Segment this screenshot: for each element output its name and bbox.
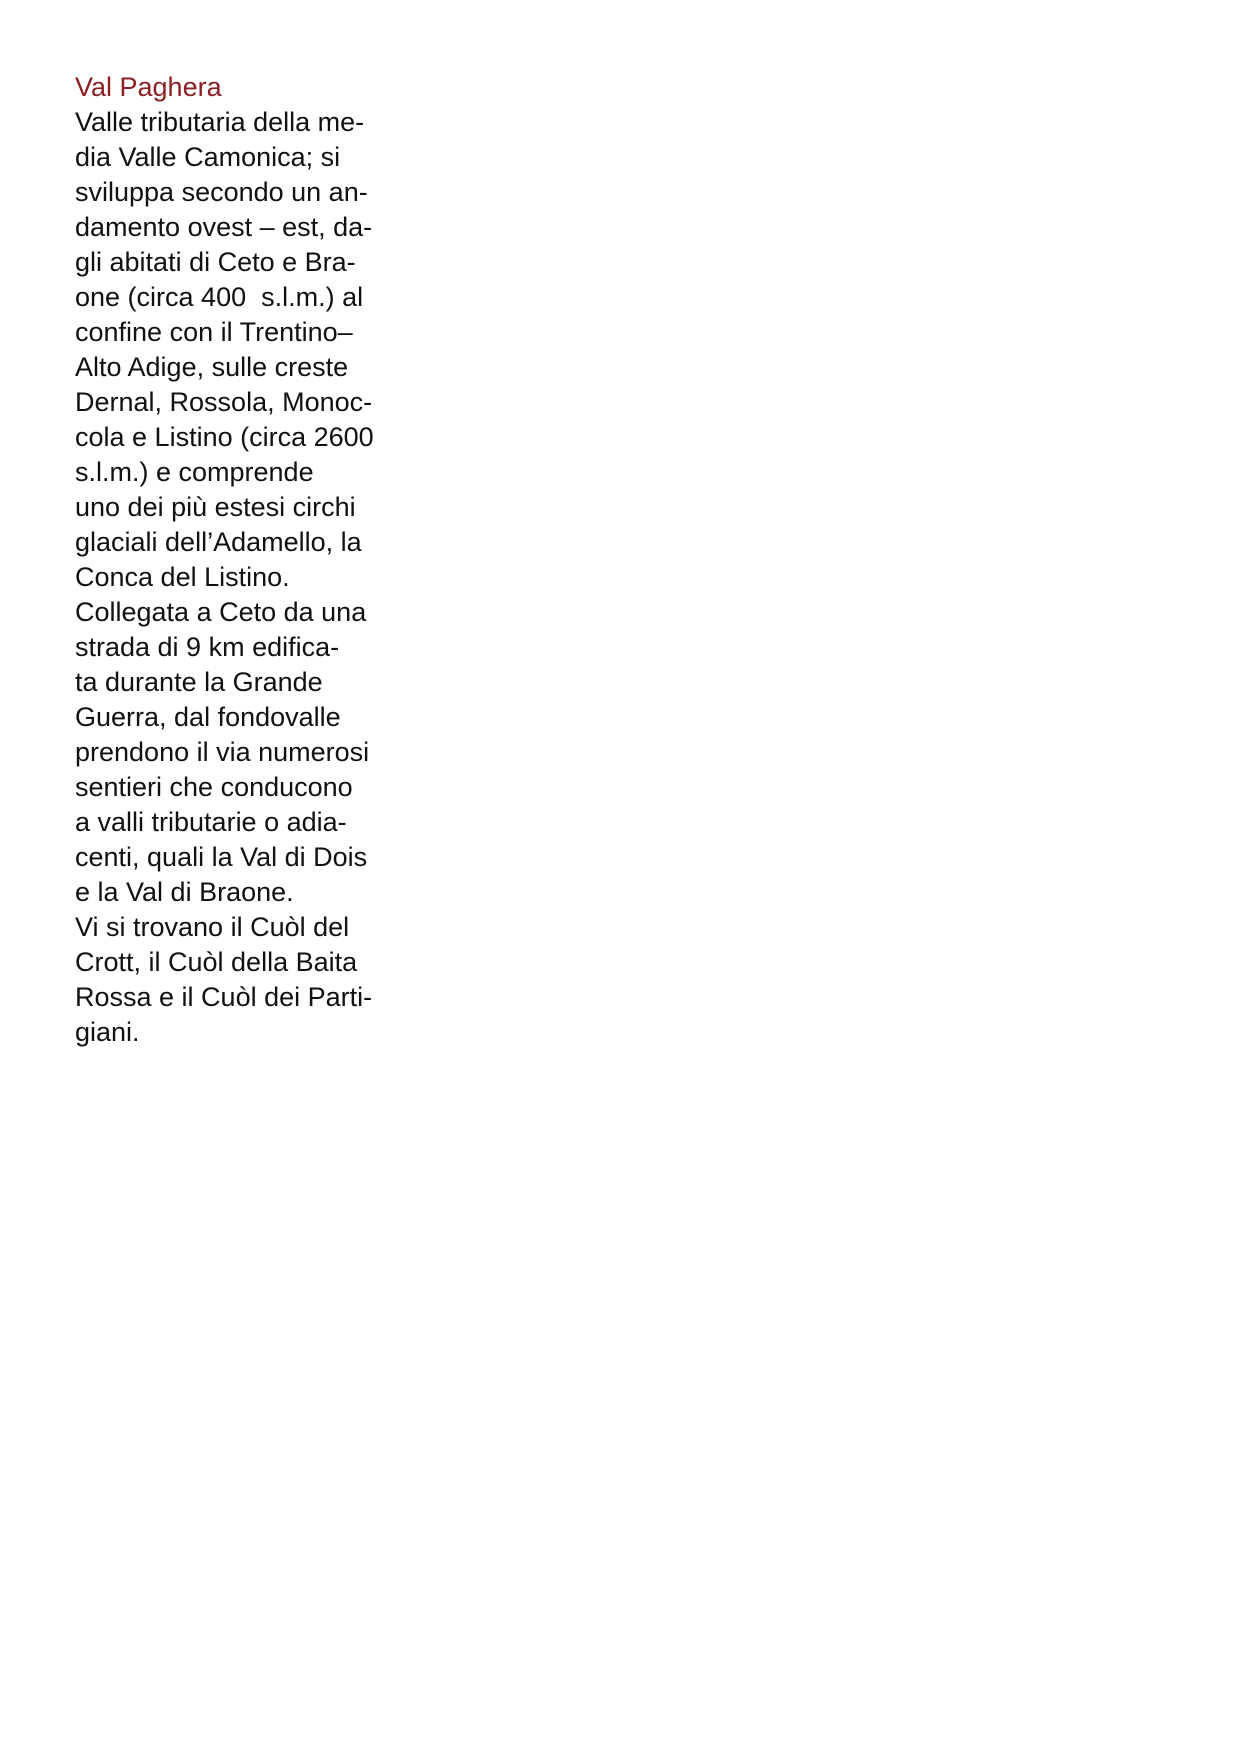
- text-column: [75, 70, 415, 1050]
- text-line: gli abitati di Ceto e Bra-: [75, 247, 356, 277]
- text-line: centi, quali la Val di Dois: [75, 842, 368, 872]
- text-line: confine con il Trentino–: [75, 317, 353, 347]
- text-line: damento ovest – est, da-: [75, 212, 373, 242]
- text-line: Valle tributaria della me-: [75, 107, 365, 137]
- text-line: uno dei più estesi circhi: [75, 492, 356, 522]
- text-line: glaciali dell’Adamello, la: [75, 527, 362, 557]
- text-line: s.l.m.) e comprende: [75, 457, 314, 487]
- text-line: dia Valle Camonica; si: [75, 142, 341, 172]
- text-line: Alto Adige, sulle creste: [75, 352, 349, 382]
- text-line: strada di 9 km edifica-: [75, 632, 340, 662]
- text-line: cola e Listino (circa 2600: [75, 422, 374, 452]
- text-line: Collegata a Ceto da una: [75, 597, 367, 627]
- text-line: giani.: [75, 1017, 140, 1047]
- text-line: Crott, il Cuòl della Baita: [75, 947, 358, 977]
- text-line: sviluppa secondo un an-: [75, 177, 368, 207]
- text-line: Guerra, dal fondovalle: [75, 702, 341, 732]
- text-line: e la Val di Braone.: [75, 877, 294, 907]
- text-line: ta durante la Grande: [75, 667, 323, 697]
- text-line: sentieri che conducono: [75, 772, 353, 802]
- text-line: Conca del Listino.: [75, 562, 290, 592]
- text-line: prendono il via numerosi: [75, 737, 370, 767]
- text-line: Vi si trovano il Cuòl del: [75, 912, 350, 942]
- text-line: one (circa 400 s.l.m.) al: [75, 282, 364, 312]
- body-paragraph: [75, 105, 415, 1050]
- text-line: Dernal, Rossola, Monoc-: [75, 387, 373, 417]
- text-line: Rossa e il Cuòl dei Parti-: [75, 982, 373, 1012]
- text-line: a valli tributarie o adia-: [75, 807, 347, 837]
- page-title: Val Paghera: [75, 72, 222, 102]
